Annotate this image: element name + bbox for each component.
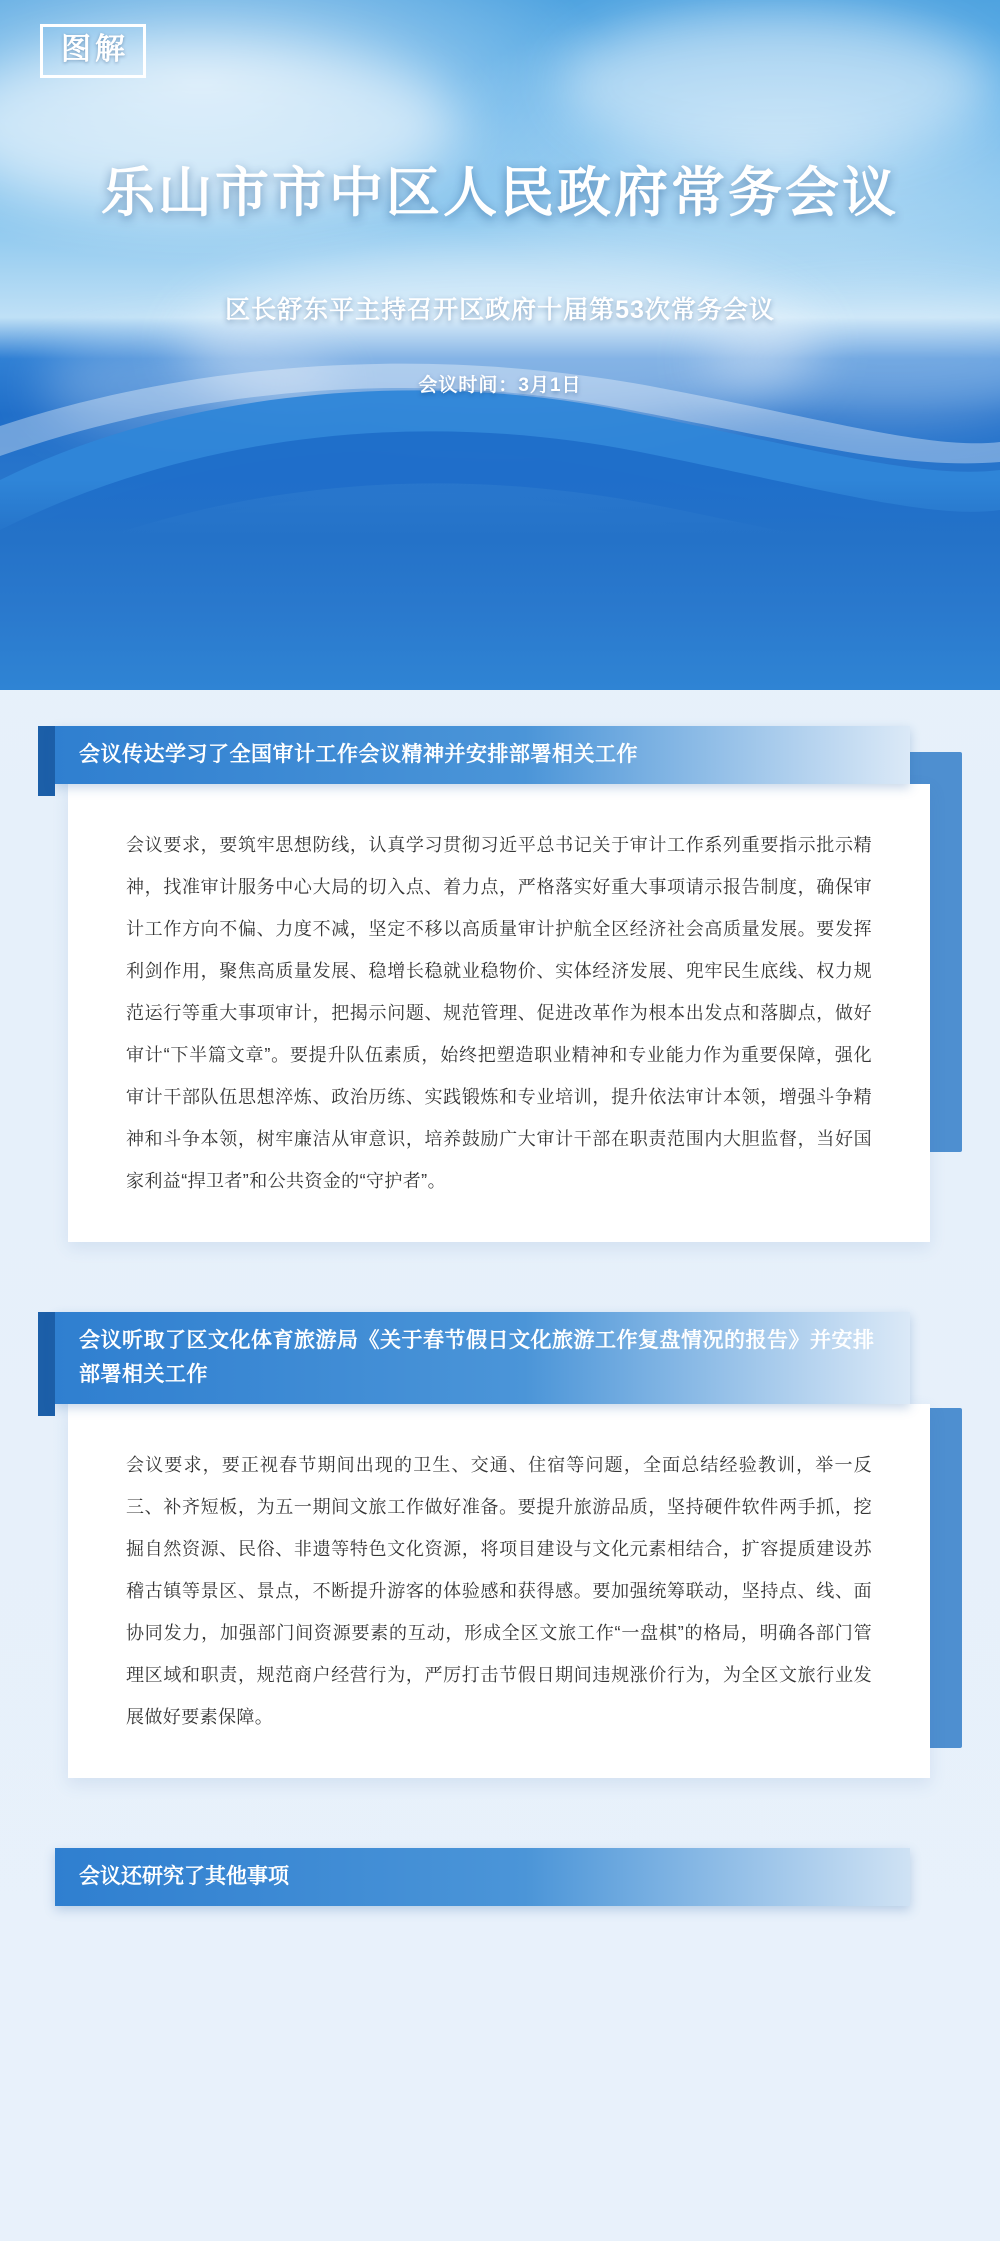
section-heading: 会议传达学习了全国审计工作会议精神并安排部署相关工作 <box>55 726 910 784</box>
section-3 <box>0 1848 1000 1906</box>
tujie-badge: 图解 <box>40 24 146 78</box>
page-subtitle: 区长舒东平主持召开区政府十届第53次常务会议 <box>225 296 775 324</box>
meeting-time: 会议时间：3月1日 <box>418 375 582 396</box>
page-title: 乐山市市中区人民政府常务会议 <box>101 163 899 223</box>
section-2 <box>0 1312 1000 1778</box>
heading-notch <box>38 726 55 796</box>
section-heading: 会议听取了区文化体育旅游局《关于春节假日文化旅游工作复盘情况的报告》并安排部署相关工作 <box>55 1312 910 1404</box>
heading-notch <box>38 1312 55 1416</box>
hero-bottom-gradient <box>0 480 1000 690</box>
section-heading: 会议还研究了其他事项 <box>55 1848 910 1906</box>
section-body: 会议要求，要正视春节期间出现的卫生、交通、住宿等问题，全面总结经验教训，举一反三、补齐短板，为五一期间文旅工作做好准备。要提升旅游品质，坚持硬件软件两手抓，挖掘自然资源、民俗、非遗等特色文化资源，将项目建设与文化元素相结合，扩容提质建设苏稽古镇等景区、景点，不断提升游客的体验感和获得感。要加强统筹联动，坚持点、线、面协同发力，加强部门间资源要素的互动，形成全区文旅工作“一盘棋”的格局，明确各部门管理区域和职责，规范商户经营行为，严厉打击节假日期间违规涨价行为，为全区文旅行业发展做好要素保障。 <box>68 1404 930 1778</box>
section-body: 会议要求，要筑牢思想防线，认真学习贯彻习近平总书记关于审计工作系列重要指示批示精神，找准审计服务中心大局的切入点、着力点，严格落实好重大事项请示报告制度，确保审计工作方向不偏、力度不减，坚定不移以高质量审计护航全区经济社会高质量发展。要发挥利剑作用，聚焦高质量发展、稳增长稳就业稳物价、实体经济发展、兜牢民生底线、权力规范运行等重大事项审计，把揭示问题、规范管理、促进改革作为根本出发点和落脚点，做好审计“下半篇文章”。要提升队伍素质，始终把塑造职业精神和专业能力作为重要保障，强化审计干部队伍思想淬炼、政治历练、实践锻炼和专业培训，提升依法审计本领，增强斗争精神和斗争本领，树牢廉洁从审意识，培养鼓励广大审计干部在职责范围内大胆监督，当好国家利益“捍卫者”和公共资金的“守护者”。 <box>68 784 930 1242</box>
section-1 <box>0 690 1000 1242</box>
cloud-decoration <box>560 10 990 160</box>
hero-banner <box>0 0 1000 690</box>
content-area <box>0 690 1000 2016</box>
